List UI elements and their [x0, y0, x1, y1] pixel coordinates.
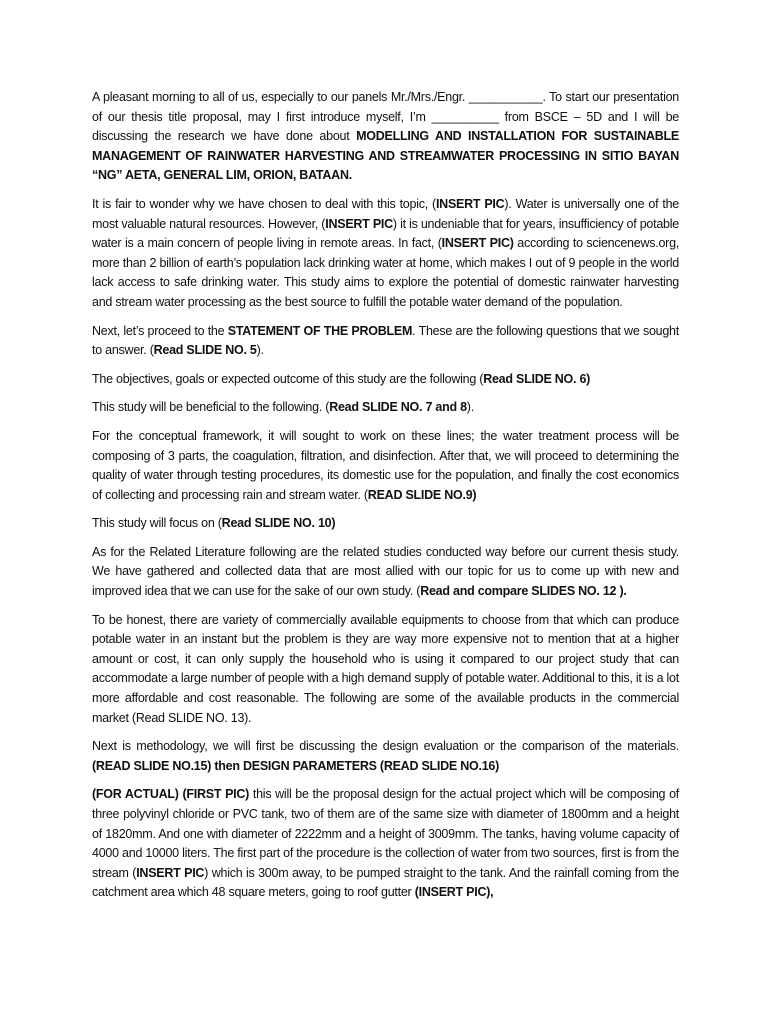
text-run: This study will be beneficial to the following. (: [92, 400, 330, 415]
paragraph-conceptual-framework: [92, 427, 679, 505]
bold-text-run: (INSERT PIC),: [414, 885, 494, 900]
text-run: As for the Related Literature following are the related studies conducted way before our current thesis study. We have gathered and collected data that are most allied with our topic for us to come up with new and improved idea that we can use for the sake of our own study. (: [92, 544, 679, 599]
text-run: ) it is undeniable that for years, insufficiency of potable water is a main concern of people living in remote areas. In fact, (: [92, 216, 679, 251]
text-run: Next, let’s proceed to the: [92, 323, 228, 338]
paragraph-actual-design: [92, 785, 679, 903]
paragraph-scope: [92, 514, 679, 534]
bold-text-run: INSERT PIC): [441, 236, 514, 251]
document-page: [92, 88, 679, 912]
text-run: The objectives, goals or expected outcome of this study are the following (: [92, 371, 484, 386]
bold-text-run: INSERT PIC: [325, 216, 393, 231]
text-run: This study will focus on (: [92, 516, 222, 531]
bold-text-run: Read and compare SLIDES NO. 12 ).: [420, 584, 627, 599]
bold-text-run: STATEMENT OF THE PROBLEM: [227, 323, 413, 338]
text-run: according to sciencenews.org, more than 2 billion of earth’s population lack drinking water at home, which makes I out of 9 people in the world lack access to safe drinking water. This study aims to explore the potential of domestic rainwater harvesting and stream water processing as the best source to fulfill the potable water demand of the population.: [92, 236, 679, 309]
bold-text-run: Read SLIDE NO. 7 and 8: [329, 400, 467, 415]
bold-text-run: (READ SLIDE NO.15) then DESIGN PARAMETERS (READ SLIDE NO.16): [92, 758, 500, 773]
text-run: For the conceptual framework, it will sought to work on these lines; the water treatment process will be composing of 3 parts, the coagulation, filtration, and disinfection. After that, we will proceed to determining the quality of water through testing procedures, its domestic use for the population, and finally the cost economics of collecting and processing rain and stream water. (: [92, 428, 679, 502]
bold-text-run: INSERT PIC: [435, 196, 505, 211]
paragraph-methodology: [92, 737, 679, 776]
text-run: this will be the proposal design for the actual project which will be composing of three polyvinyl chloride or PVC tank, two of them are of the same size with diameter of 1800mm and a height of 1820mm. And one with diameter of 2222mm and a height of 3009mm. The tanks, having volume capacity of 4000 and 10000 liters. The first part of the procedure is the collection of water from two sources, first is from the stream (: [92, 787, 679, 880]
bold-text-run: Read SLIDE NO. 6): [483, 371, 591, 386]
paragraph-related-literature: [92, 543, 679, 602]
text-run: A pleasant morning to all of us, especially to our panels Mr./Mrs./Engr. ___________. To start our presentation of our thesis title proposal, may I first introduce myself, I’m __________ from BSCE – 5D and I will be discussing the research we have done about: [92, 90, 679, 144]
paragraph-topic-rationale: [92, 195, 679, 313]
text-run: ) which is 300m away, to be pumped straight to the tank. And the rainfall coming from the catchment area which 48 square meters, going to roof gutter: [92, 865, 680, 900]
paragraph-statement-of-problem: [92, 322, 679, 361]
text-run: It is fair to wonder why we have chosen to deal with this topic, (: [92, 196, 436, 211]
text-run: ). Water is universally one of the most valuable natural resources. However, (: [92, 196, 679, 231]
text-run: To be honest, there are variety of commercially available equipments to choose from that which can produce potable water in an instant but the problem is they are way more expensive not to mention that at a higher amount or cost, it can only supply the household who is using it compared to our project study that can accommodate a large number of people with a high demand supply of potable water. Additional to this, it is a lot more affordable and cost reasonable. The following are some of the available products in the commercial market (Read SLIDE NO. 13).: [92, 612, 679, 725]
bold-text-run: MODELLING AND INSTALLATION FOR SUSTAINABLE MANAGEMENT OF RAINWATER HARVESTING AND STREAMWATER PROCESSING IN SITIO BAYAN “NG” AETA, GENERAL LIM, ORION, BATAAN.: [92, 129, 679, 183]
paragraph-commercial-products: [92, 611, 679, 729]
bold-text-run: (FOR ACTUAL) (FIRST PIC): [92, 787, 250, 802]
bold-text-run: Read SLIDE NO. 10): [221, 516, 336, 531]
paragraph-objectives: [92, 370, 679, 390]
bold-text-run: Read SLIDE NO. 5: [153, 343, 257, 358]
bold-text-run: INSERT PIC: [136, 865, 205, 880]
bold-text-run: READ SLIDE NO.9): [367, 487, 477, 502]
text-run: ).: [466, 400, 474, 415]
text-run: . These are the following questions that we sought to answer. (: [92, 323, 679, 358]
paragraph-greeting: [92, 88, 679, 186]
paragraph-beneficiaries: [92, 398, 679, 418]
text-run: Next is methodology, we will first be discussing the design evaluation or the comparison of the materials.: [92, 739, 679, 754]
text-run: ).: [256, 343, 264, 358]
